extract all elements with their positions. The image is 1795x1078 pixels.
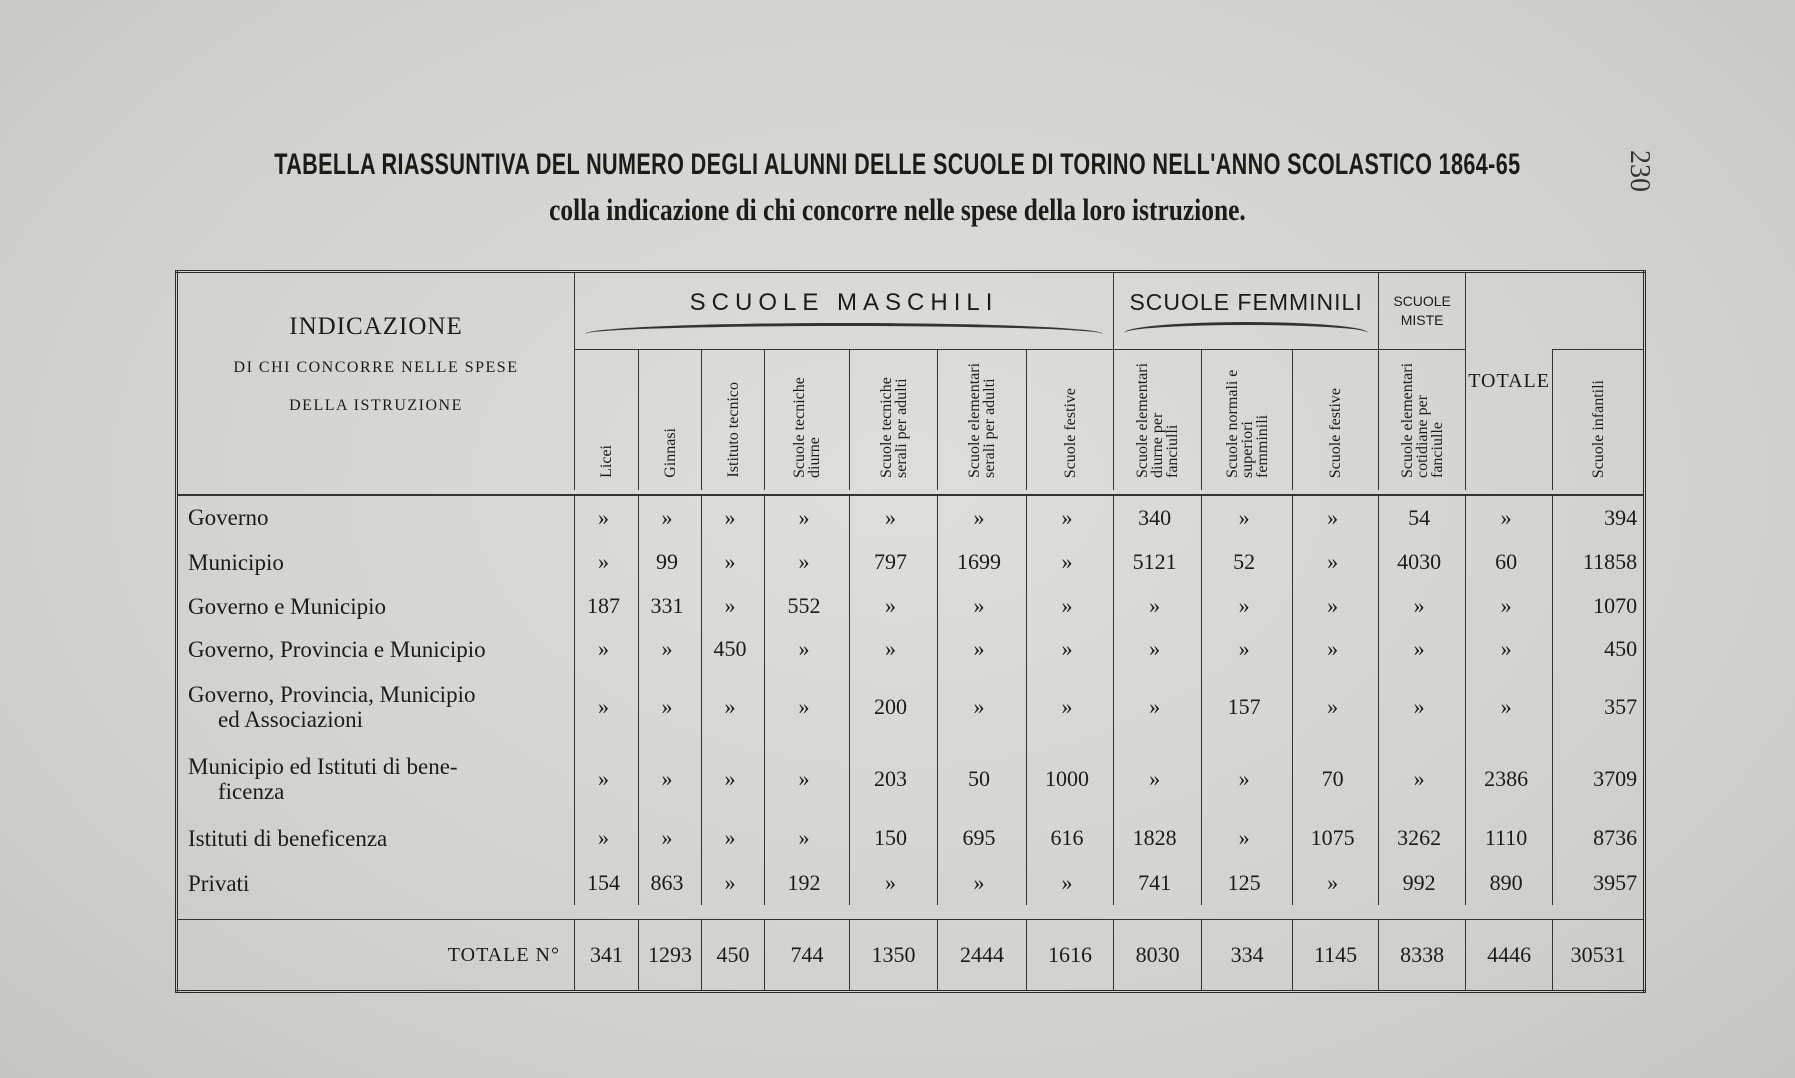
col-header [1293,350,1379,491]
cell-value: » [850,585,938,627]
table-row [177,495,1645,539]
row-label-text: Municipio [188,549,284,575]
row-label [177,861,575,905]
group-scuole-miste [1379,272,1466,350]
total-separator [177,905,1645,920]
cell-value: » [1202,627,1293,671]
cell-value: » [765,539,850,585]
cell-value: » [1202,743,1293,815]
row-total: 450 [1553,627,1645,671]
cell-value: 616 [1027,815,1114,861]
cell-value: 1110 [1466,815,1553,861]
col-header-text: Scuole elementari diurne per fanciulli [1134,362,1182,478]
col-header [850,350,938,491]
cell-value: » [765,743,850,815]
cell-value: » [765,627,850,671]
group-maschili-label: SCUOLE MASCHILI [689,288,999,316]
total-value: 1145 [1293,920,1379,992]
cell-value: 52 [1202,539,1293,585]
cell-value: » [639,815,702,861]
cell-value: » [1379,743,1466,815]
row-label-text: Municipio ed Istituti di bene- [188,754,458,779]
cell-value: » [702,539,765,585]
row-label [177,815,575,861]
cell-value: » [702,815,765,861]
cell-value: 695 [938,815,1027,861]
table-subtitle: colla indicazione di chi concorre nelle spese della loro istruzione. [549,192,1246,227]
cell-value: » [765,815,850,861]
group-miste-label: SCUOLE MISTE [1393,293,1451,328]
cell-value: 552 [765,585,850,627]
cell-value: » [938,627,1027,671]
cell-value: » [639,495,702,539]
total-value: 1350 [850,920,938,992]
cell-value: 50 [938,743,1027,815]
cell-value: 331 [639,585,702,627]
col-header [938,350,1027,491]
cell-value: » [702,671,765,743]
indicazione-subtitle-2: DELLA ISTRUZIONE [289,397,463,414]
col-header [639,350,702,491]
col-header [1027,350,1114,491]
col-header [702,350,765,491]
cell-value: 54 [1379,495,1466,539]
table-row [177,815,1645,861]
cell-value: » [575,743,639,815]
row-label [177,627,575,671]
cell-value: » [850,627,938,671]
cell-value: » [639,743,702,815]
cell-value: 992 [1379,861,1466,905]
cell-value: » [1466,627,1553,671]
table-row [177,671,1645,743]
row-label-text: Governo, Provincia e Municipio [188,636,486,662]
col-header [1553,350,1645,491]
page-number: 230 [1624,150,1655,192]
col-header-text: Scuole normali e superiori femminili [1223,369,1271,478]
row-label-text: Governo, Provincia, Municipio [188,682,476,707]
row-label-text: Governo [188,505,269,530]
cell-value: » [850,495,938,539]
total-value: 1616 [1027,920,1114,992]
cell-value: » [575,539,639,585]
cell-value: » [1379,585,1466,627]
cell-value: » [1027,627,1114,671]
row-total: 11858 [1553,539,1645,585]
cell-value: » [639,671,702,743]
row-label [177,671,575,743]
cell-value: 797 [850,539,938,585]
total-value: 2444 [938,920,1027,992]
table-row [177,627,1645,671]
row-total: 8736 [1553,815,1645,861]
cell-value: » [1293,539,1379,585]
cell-value: » [702,861,765,905]
brace-maschili [585,323,1103,334]
cell-value: » [575,671,639,743]
cell-value: 154 [575,861,639,905]
row-label-text: Governo e Municipio [188,593,387,619]
col-header-text: Scuole elementari serali per adulti [966,362,998,478]
cell-value: » [1114,743,1202,815]
col-header-text: Ginnasi [661,428,679,478]
row-label-text-continued: ed Associazioni [218,707,363,732]
cell-value: 890 [1466,861,1553,905]
col-header [1379,350,1466,491]
cell-value: » [1466,585,1553,627]
col-header [1202,350,1293,491]
row-label-text: Istituti di beneficenza [188,825,388,851]
cell-value: 3262 [1379,815,1466,861]
row-label [177,585,575,627]
total-value: 744 [765,920,850,992]
total-value: 4446 [1466,920,1553,992]
cell-value: » [938,495,1027,539]
col-header-text: Scuole tecniche serali per adulti [877,377,910,478]
cell-value: 70 [1293,743,1379,815]
cell-value: 863 [639,861,702,905]
row-total: 1070 [1553,585,1645,627]
cell-value: » [702,585,765,627]
summary-table [175,270,1646,993]
cell-value: 200 [850,671,938,743]
cell-value: 5121 [1114,539,1202,585]
col-header [765,350,850,491]
indicazione-title: INDICAZIONE [289,313,463,340]
row-label-text: Privati [188,870,250,896]
cell-value: » [1293,671,1379,743]
col-header-text: Scuole tecniche diurne [791,377,823,478]
col-header-text: Istituto tecnico [724,382,742,478]
table-row [177,743,1645,815]
cell-value: » [1202,585,1293,627]
cell-value: » [1293,861,1379,905]
cell-value: 157 [1202,671,1293,743]
row-total: 394 [1553,495,1645,539]
cell-value: 99 [639,539,702,585]
indicazione-subtitle: DI CHI CONCORRE NELLE SPESE [233,359,519,376]
col-header-text: Scuole infantili [1589,379,1607,478]
cell-value: » [1114,627,1202,671]
cell-value: » [1027,539,1114,585]
row-total: 3957 [1553,861,1645,905]
total-value: 334 [1202,920,1293,992]
cell-value: 1828 [1114,815,1202,861]
cell-value: » [765,671,850,743]
row-total: 3709 [1553,743,1645,815]
cell-value: » [765,495,850,539]
cell-value: » [938,585,1027,627]
cell-value: » [1027,861,1114,905]
cell-value: 192 [765,861,850,905]
cell-value: 125 [1202,861,1293,905]
cell-value: » [1293,627,1379,671]
brace-femminili [1124,322,1368,333]
cell-value: » [1027,495,1114,539]
col-header-text: Scuole elementari cotidiane per fanciulle [1398,362,1446,478]
cell-value: 4030 [1379,539,1466,585]
total-value: 341 [575,920,639,992]
indicazione-header [177,272,575,491]
cell-value: 1075 [1293,815,1379,861]
cell-value: 150 [850,815,938,861]
table-title: TABELLA RIASSUNTIVA DEL NUMERO DEGLI ALUNNI DELLE SCUOLE DI TORINO NELL'ANNO SCOLASTICO 1864-65 [274,148,1521,181]
row-total: 357 [1553,671,1645,743]
cell-value: » [702,495,765,539]
cell-value: 741 [1114,861,1202,905]
total-value: 8030 [1114,920,1202,992]
total-row [177,920,1645,992]
cell-value: » [938,671,1027,743]
cell-value: 187 [575,585,639,627]
col-header [575,350,639,491]
total-value: 8338 [1379,920,1466,992]
cell-value: » [1293,585,1379,627]
total-value: 1293 [639,920,702,992]
total-label: TOTALE N° [177,920,575,992]
cell-value: » [639,627,702,671]
cell-value: 60 [1466,539,1553,585]
group-scuole-maschili [575,272,1114,350]
table-body [177,495,1645,905]
cell-value: » [1466,671,1553,743]
group-femminili-label: SCUOLE FEMMINILI [1129,289,1363,315]
cell-value: » [1114,671,1202,743]
cell-value: » [575,495,639,539]
cell-value: » [1202,815,1293,861]
total-value: 450 [702,920,765,992]
cell-value: » [1466,495,1553,539]
col-header-text: Scuole festive [1061,387,1079,478]
cell-value: 340 [1114,495,1202,539]
cell-value: » [1027,671,1114,743]
cell-value: 2386 [1466,743,1553,815]
cell-value: 1000 [1027,743,1114,815]
cell-value: » [575,815,639,861]
cell-value: » [1114,585,1202,627]
row-label [177,539,575,585]
cell-value: 450 [702,627,765,671]
cell-value: » [850,861,938,905]
table-row [177,861,1645,905]
totale-header: TOTALE [1466,272,1553,491]
cell-value: » [1202,495,1293,539]
group-scuole-femminili [1114,272,1379,350]
table-row [177,539,1645,585]
col-header [1114,350,1202,491]
grand-total: 30531 [1553,920,1645,992]
cell-value: » [1293,495,1379,539]
row-label [177,743,575,815]
col-header-text: Scuole festive [1327,387,1345,478]
cell-value: 1699 [938,539,1027,585]
cell-value: » [575,627,639,671]
cell-value: 203 [850,743,938,815]
cell-value: » [1379,671,1466,743]
row-label-text-continued: ficenza [218,779,285,804]
cell-value: » [938,861,1027,905]
cell-value: » [1379,627,1466,671]
cell-value: » [1027,585,1114,627]
row-label [177,495,575,539]
cell-value: » [702,743,765,815]
col-header-text: Licei [598,445,615,478]
table-row [177,585,1645,627]
